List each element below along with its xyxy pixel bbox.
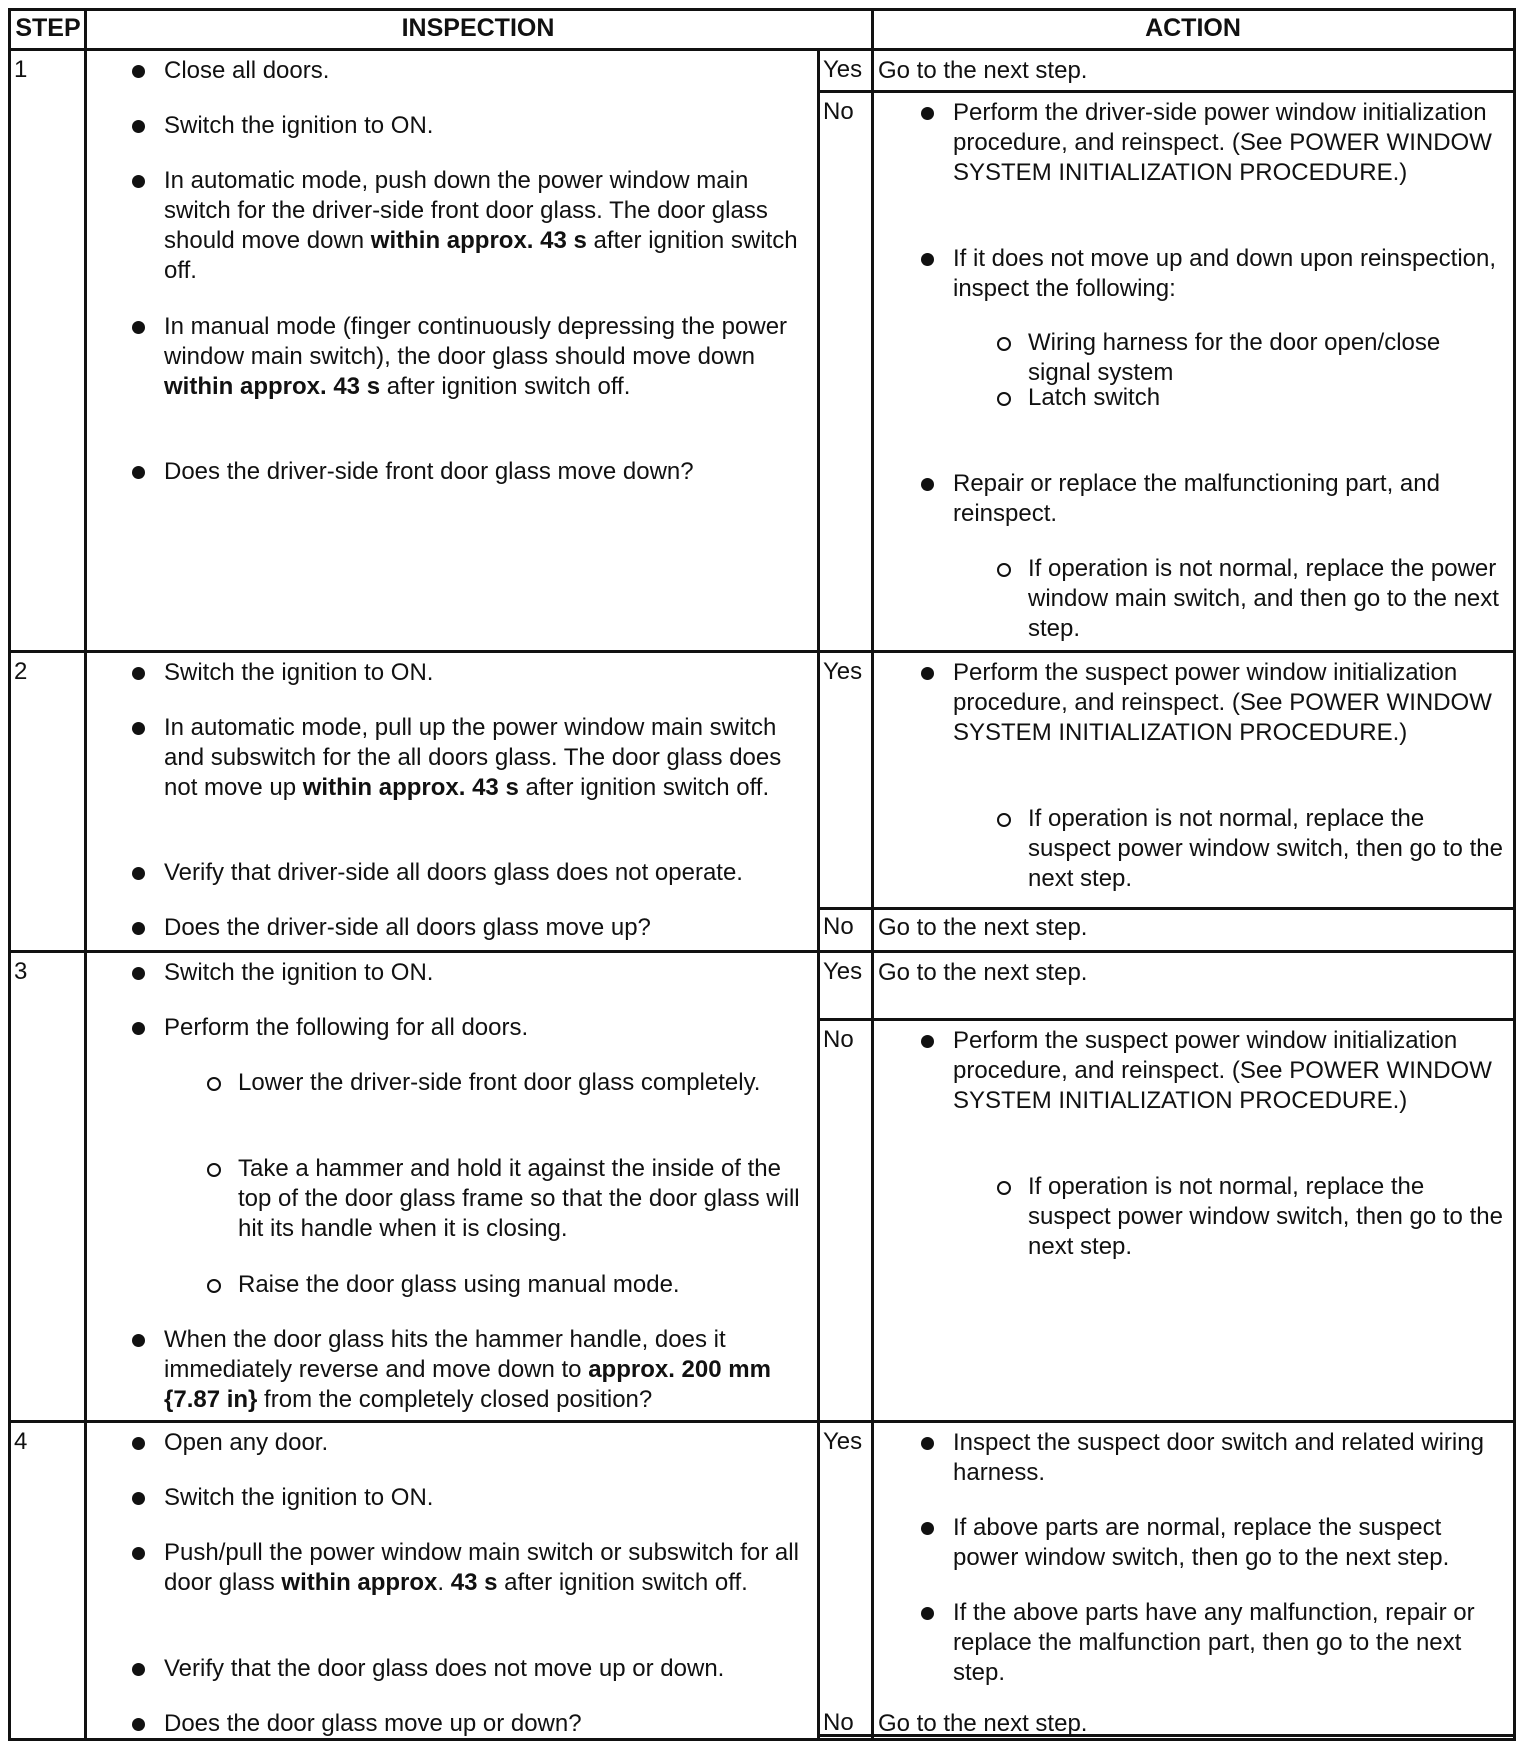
answer-no-label: No [823, 913, 854, 940]
bullet-dot-icon [132, 1492, 145, 1505]
step-number: 3 [14, 958, 28, 985]
inspection-item [164, 958, 808, 988]
text-segment: Does the door glass move up or down? [164, 1710, 582, 1737]
bullet-ring-icon [207, 1077, 221, 1091]
table-rule-horizontal [817, 1018, 1516, 1021]
action-item [953, 469, 1505, 529]
bullet-dot-icon [921, 1607, 934, 1620]
bullet-dot-icon [132, 967, 145, 980]
text-segment: . [437, 1569, 451, 1596]
text-segment: Repair or replace the malfunctioning part, and reinspect. [953, 470, 1440, 527]
inspection-item [164, 56, 808, 86]
action-item [953, 1598, 1505, 1688]
text-segment: If the above parts have any malfunction, repair or replace the malfunction part, then go to the next step. [953, 1599, 1475, 1686]
bullet-ring-icon [997, 1181, 1011, 1195]
answer-no-label: No [823, 1026, 854, 1053]
table-rule-vertical [1513, 8, 1516, 1741]
text-segment: Perform the suspect power window initialization procedure, and reinspect. (See POWER WINDOW SYSTEM INITIALIZATION PROCEDURE.) [953, 659, 1492, 746]
action-item [1028, 554, 1505, 644]
inspection-item [164, 713, 808, 803]
answer-yes-label: Yes [823, 958, 863, 985]
text-segment: Lower the driver-side front door glass completely. [238, 1069, 761, 1096]
action-item [1028, 383, 1505, 413]
header-step: STEP [15, 14, 81, 42]
table-rule-horizontal [817, 907, 1516, 910]
bullet-dot-icon [132, 466, 145, 479]
action-item [953, 1428, 1505, 1488]
bullet-dot-icon [921, 107, 934, 120]
text-segment: If above parts are normal, replace the suspect power window switch, then go to the next step. [953, 1514, 1450, 1571]
text-segment: If operation is not normal, replace the suspect power window switch, then go to the next step. [1028, 1173, 1503, 1260]
bullet-dot-icon [132, 867, 145, 880]
action-item [878, 958, 1505, 988]
table-rule-horizontal [8, 8, 1516, 11]
text-segment: after ignition switch off. [518, 774, 770, 801]
text-segment: If it does not move up and down upon reinspection, inspect the following: [953, 245, 1497, 302]
bullet-dot-icon [132, 1334, 145, 1347]
action-item [1028, 1172, 1505, 1262]
table-rule-horizontal [817, 90, 1516, 93]
inspection-item [238, 1270, 808, 1300]
text-segment: Go to the next step. [878, 1710, 1088, 1737]
answer-yes-label: Yes [823, 1428, 863, 1455]
text-segment: Take a hammer and hold it against the inside of the top of the door glass frame so that the door glass will hit its handle when it is closing. [238, 1155, 800, 1242]
text-segment: Verify that driver-side all doors glass does not operate. [164, 859, 743, 886]
inspection-item [164, 1013, 808, 1043]
inspection-item [164, 1538, 808, 1598]
bullet-ring-icon [207, 1279, 221, 1293]
text-segment: Latch switch [1028, 384, 1161, 411]
answer-no-label: No [823, 1709, 854, 1736]
action-item [878, 1709, 1505, 1739]
text-segment: Inspect the suspect door switch and related wiring harness. [953, 1429, 1484, 1486]
text-segment: Go to the next step. [878, 914, 1088, 941]
inspection-item [164, 166, 808, 286]
answer-yes-label: Yes [823, 658, 863, 685]
action-item [953, 98, 1505, 188]
text-segment: Wiring harness for the door open/close signal system [1028, 329, 1441, 386]
text-segment: after ignition switch off. [164, 227, 798, 284]
answer-no-label: No [823, 98, 854, 125]
bullet-dot-icon [132, 120, 145, 133]
bullet-dot-icon [921, 1522, 934, 1535]
header-inspection: INSPECTION [401, 14, 555, 42]
text-segment: after ignition switch off. [497, 1569, 748, 1596]
text-segment: In manual mode (finger continuously depressing the power window main switch), the door glass should move down [164, 313, 788, 370]
emphasis-text: within approx. 43 s [370, 227, 587, 254]
bullet-dot-icon [921, 478, 934, 491]
emphasis-text: 43 s [450, 1569, 498, 1596]
text-segment: Go to the next step. [878, 959, 1088, 986]
action-item [1028, 328, 1505, 388]
text-segment: In automatic mode, pull up the power window main switch and subswitch for the all doors glass. The door glass does not move up [164, 714, 782, 801]
table-rule-vertical [8, 8, 11, 1741]
action-item [953, 1513, 1505, 1573]
table-rule-horizontal [8, 48, 1516, 51]
bullet-dot-icon [132, 1547, 145, 1560]
text-segment: Switch the ignition to ON. [164, 959, 434, 986]
inspection-item [238, 1068, 808, 1098]
text-segment: from the completely closed position? [257, 1386, 653, 1413]
text-segment: Verify that the door glass does not move up or down. [164, 1655, 725, 1682]
text-segment: Close all doors. [164, 57, 330, 84]
bullet-dot-icon [132, 1663, 145, 1676]
text-segment: Push/pull the power window main switch or subswitch for all door glass [164, 1539, 799, 1596]
text-segment: If operation is not normal, replace the suspect power window switch, then go to the next step. [1028, 805, 1503, 892]
step-number: 2 [14, 658, 28, 685]
bullet-dot-icon [132, 1437, 145, 1450]
text-segment: after ignition switch off. [380, 373, 631, 400]
text-segment: Go to the next step. [878, 57, 1088, 84]
bullet-dot-icon [921, 1437, 934, 1450]
inspection-item [164, 1325, 808, 1415]
emphasis-text: within approx [281, 1569, 438, 1596]
inspection-item [164, 457, 808, 487]
text-segment: Switch the ignition to ON. [164, 1484, 434, 1511]
bullet-ring-icon [997, 337, 1011, 351]
action-item [1028, 804, 1505, 894]
inspection-item [164, 312, 808, 402]
inspection-item [238, 1154, 808, 1244]
action-item [953, 658, 1505, 748]
bullet-dot-icon [921, 253, 934, 266]
inspection-item [164, 1428, 808, 1458]
text-segment: When the door glass hits the hammer handle, does it immediately reverse and move down to [164, 1326, 726, 1383]
inspection-item [164, 1709, 808, 1739]
inspection-item [164, 658, 808, 688]
bullet-dot-icon [132, 722, 145, 735]
table-rule-vertical [84, 8, 87, 1741]
bullet-dot-icon [132, 667, 145, 680]
bullet-dot-icon [921, 1035, 934, 1048]
bullet-dot-icon [921, 667, 934, 680]
emphasis-text: within approx. 43 s [302, 774, 519, 801]
bullet-ring-icon [207, 1163, 221, 1177]
table-rule-vertical [817, 48, 820, 1741]
action-item [878, 913, 1505, 943]
table-rule-horizontal [8, 1420, 1516, 1423]
inspection-item [164, 1654, 808, 1684]
step-number: 4 [14, 1428, 28, 1455]
table-rule-vertical [871, 8, 874, 1741]
table-rule-horizontal [8, 650, 1516, 653]
text-segment: Perform the driver-side power window initialization procedure, and reinspect. (See POWER WINDOW SYSTEM INITIALIZATION PROCEDURE.) [953, 99, 1492, 186]
emphasis-text: approx. 200 mm {7.87 in} [164, 1356, 771, 1413]
text-segment: Perform the following for all doors. [164, 1014, 529, 1041]
inspection-item [164, 913, 808, 943]
inspection-item [164, 858, 808, 888]
table-rule-horizontal [8, 950, 1516, 953]
step-number: 1 [14, 56, 28, 83]
text-segment: If operation is not normal, replace the power window main switch, and then go to the next step. [1028, 555, 1499, 642]
text-segment: Perform the suspect power window initialization procedure, and reinspect. (See POWER WINDOW SYSTEM INITIALIZATION PROCEDURE.) [953, 1027, 1492, 1114]
bullet-ring-icon [997, 563, 1011, 577]
bullet-dot-icon [132, 321, 145, 334]
action-item [953, 244, 1505, 304]
text-segment: Switch the ignition to ON. [164, 112, 434, 139]
text-segment: Open any door. [164, 1429, 329, 1456]
bullet-dot-icon [132, 1022, 145, 1035]
text-segment: In automatic mode, push down the power window main switch for the driver-side front door glass. The door glass should move down [164, 167, 768, 254]
inspection-item [164, 1483, 808, 1513]
inspection-item [164, 111, 808, 141]
action-item [878, 56, 1505, 86]
answer-yes-label: Yes [823, 56, 863, 83]
bullet-dot-icon [132, 922, 145, 935]
text-segment: Raise the door glass using manual mode. [238, 1271, 680, 1298]
text-segment: Does the driver-side all doors glass move up? [164, 914, 651, 941]
bullet-dot-icon [132, 1718, 145, 1731]
text-segment: Switch the ignition to ON. [164, 659, 434, 686]
action-item [953, 1026, 1505, 1116]
bullet-dot-icon [132, 65, 145, 78]
header-action: ACTION [1145, 14, 1241, 42]
bullet-ring-icon [997, 813, 1011, 827]
text-segment: Does the driver-side front door glass move down? [164, 458, 694, 485]
bullet-dot-icon [132, 175, 145, 188]
bullet-ring-icon [997, 392, 1011, 406]
emphasis-text: within approx. 43 s [164, 373, 381, 400]
